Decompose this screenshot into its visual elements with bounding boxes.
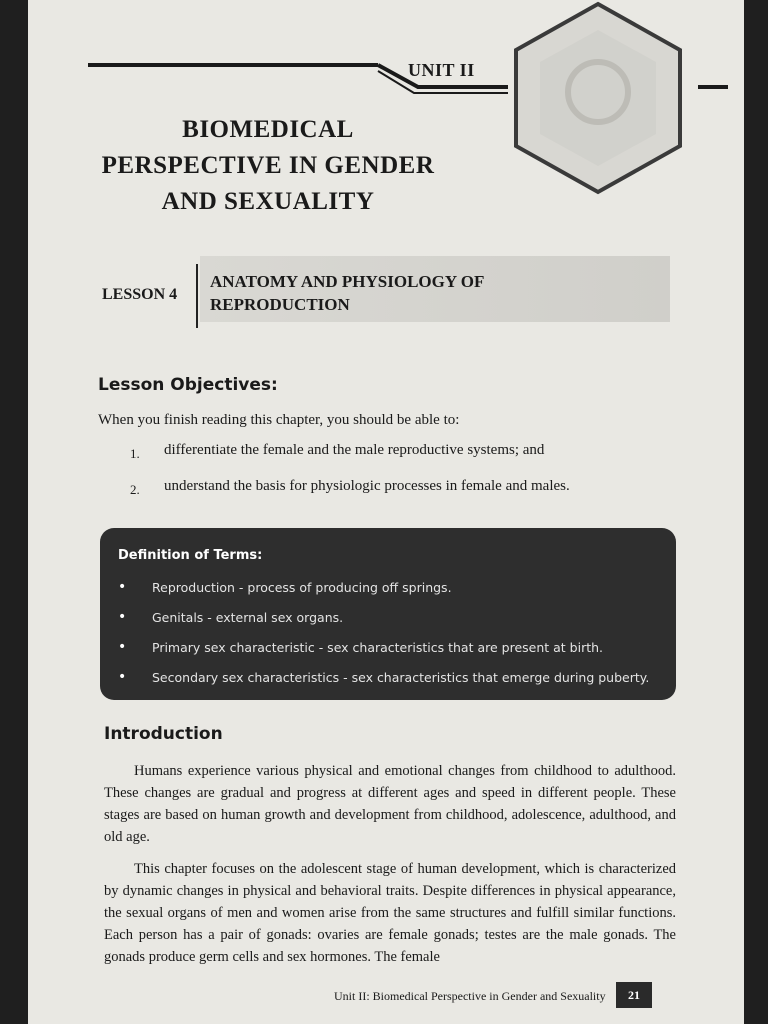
introduction-heading: Introduction: [104, 724, 223, 744]
definitions-list: [118, 578, 670, 698]
lesson-title-line: REPRODUCTION: [210, 295, 350, 314]
definition-text: Primary sex characteristic - sex characteristics that are present at birth.: [152, 640, 604, 655]
lesson-title-line: ANATOMY AND PHYSIOLOGY OF: [210, 272, 485, 291]
introduction-paragraph: This chapter focuses on the adolescent stage of human development, which is characterized by dynamic changes in physical and behavioral traits. Despite differences in physical appearance, the sexual organs of men and women arise from the same structures and fulfill similar functions. Each person has a pair of gonads: ovaries are female gonads; testes are the male gonads. The gonads produce germ cells and sex hormones. The female: [104, 861, 676, 965]
document-page: [28, 0, 744, 1024]
list-item: [118, 668, 670, 698]
bullet-icon: •: [118, 639, 127, 655]
list-item-number: 1.: [130, 446, 140, 461]
lesson-divider: [196, 264, 198, 328]
unit-label: UNIT II: [408, 60, 475, 80]
running-footer: Unit II: Biomedical Perspective in Gender and Sexuality: [334, 989, 606, 1003]
lesson-label: LESSON 4: [102, 286, 178, 303]
introduction-paragraph: Humans experience various physical and emotional changes from childhood to adulthood. These changes are gradual and progress at different ages and speed in different people. These stages are based on human growth and development from childhood, adolescence, adulthood, and old age.: [104, 763, 676, 845]
unit-title: [88, 112, 448, 220]
list-item-number: 2.: [130, 482, 140, 497]
objectives-intro: When you finish reading this chapter, you should be able to:: [98, 412, 460, 428]
definition-text: Genitals - external sex organs.: [152, 610, 344, 625]
list-item-text: understand the basis for physiologic processes in female and males.: [164, 478, 570, 494]
definitions-heading: Definition of Terms:: [118, 548, 263, 563]
definition-text: Secondary sex characteristics - sex characteristics that emerge during puberty.: [152, 670, 650, 685]
list-item: [118, 638, 670, 668]
bullet-icon: •: [118, 609, 127, 625]
list-item: [98, 476, 698, 512]
bullet-icon: •: [118, 669, 127, 685]
bullet-icon: •: [118, 579, 127, 595]
definition-text: Reproduction - process of producing off springs.: [152, 580, 452, 595]
list-item: [118, 608, 670, 638]
unit-title-line: PERSPECTIVE IN GENDER: [101, 152, 435, 179]
list-item: [118, 578, 670, 608]
unit-title-line: BIOMEDICAL: [182, 116, 354, 143]
list-item: [98, 440, 698, 476]
objectives-list: [98, 440, 698, 512]
page-number: 21: [616, 982, 652, 1008]
definitions-box: [100, 528, 676, 700]
lesson-title: [210, 270, 540, 316]
unit-title-line: AND SEXUALITY: [161, 188, 375, 215]
list-item-text: differentiate the female and the male reproductive systems; and: [164, 442, 545, 458]
objectives-heading: Lesson Objectives:: [98, 375, 278, 395]
